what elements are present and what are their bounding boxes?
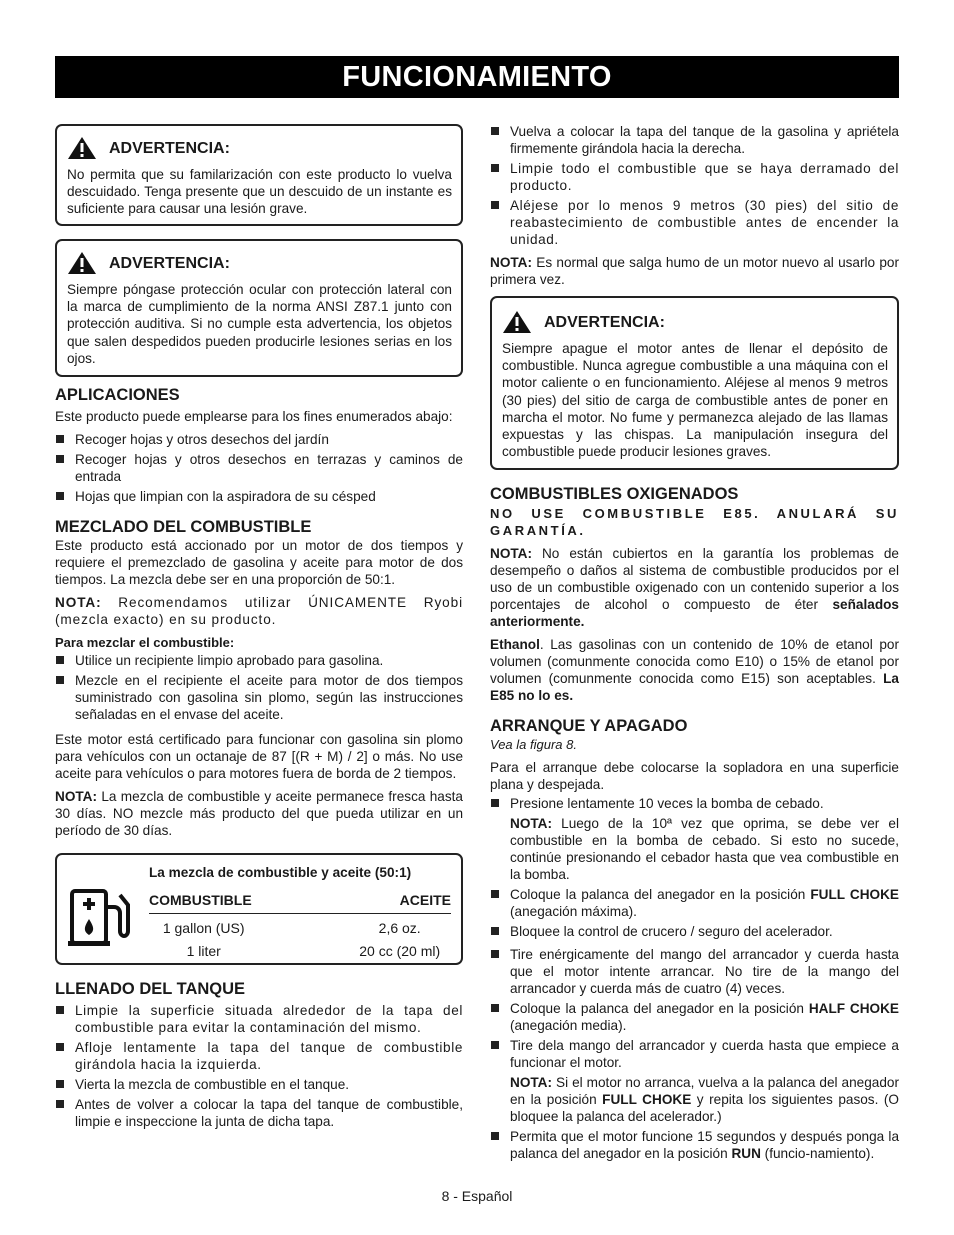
note-paragraph: NOTA: Luego de la 10ª vez que oprima, se debe ver el combustible en la bomba de cebado. Si esto no sucede, continúe presionando el cebador hasta que vea combustible en la bomba.: [510, 816, 899, 882]
column-header: COMBUSTIBLE: [149, 892, 318, 914]
table-cell: 20 cc (20 ml): [359, 943, 441, 959]
warning-title: ADVERTENCIA:: [109, 254, 230, 272]
warning-title: ADVERTENCIA:: [544, 313, 665, 331]
ethanol-text: . Las gasolinas con un contenido de 10% de etanol por volumen (comunmente conocida como E10) o 15% de etanol por volumen (comunmente conocida como E15) son aceptables.: [490, 637, 899, 686]
note-text: Recomendamos utilizar ÚNICAMENTE Ryobi (mezcla exacto) en su producto.: [55, 595, 463, 627]
note-paragraph: [490, 545, 899, 630]
column-header: ACEITE: [318, 892, 451, 914]
list-item: Aléjese por lo menos 9 metros (30 pies) del sitio de reabastecimiento de combustible antes de encender la unidad.: [490, 197, 899, 248]
fuel-table-title: La mezcla de combustible y aceite (50:1): [149, 865, 412, 880]
list-item: Permita que el motor funcione 15 segundos y después ponga la palanca del anegador en la posición RUN (funcio-namiento).: [490, 1128, 899, 1162]
warning-box-1: [55, 124, 463, 226]
list-item: Recoger hojas y otros desechos del jardín: [55, 431, 463, 448]
warning-triangle-icon: [502, 310, 532, 334]
warning-box-2: [55, 239, 463, 377]
bullet-list: [55, 431, 463, 505]
warning-triangle-icon: [67, 136, 97, 160]
figure-reference: Vea la figura 8.: [490, 737, 577, 752]
warning-text: Siempre póngase protección ocular con protección lateral con la marca de cumplimiento de la norma ANSI Z87.1 junto con protección auditiva. Si no cumple esta advertencia, los objetos que salen despedidos pueden producirle lesiones serias en los ojos.: [67, 282, 452, 366]
bullet-list: [490, 123, 899, 248]
section-heading-arranque: ARRANQUE Y APAGADO: [490, 717, 688, 735]
table-cell: 1 gallon (US): [162, 920, 245, 936]
left-column: [55, 124, 463, 1136]
list-item: Coloque la palanca del anegador en la posición FULL CHOKE (anegación máxima).: [490, 886, 899, 920]
section-heading-llenado: LLENADO DEL TANQUE: [55, 980, 246, 998]
note-paragraph: [490, 254, 899, 288]
note-bold: señalados anteriormente.: [490, 597, 899, 629]
section-heading-aplicaciones: APLICACIONES: [55, 386, 180, 404]
paragraph: Para el arranque debe colocarse la sopladora en una superficie plana y despejada.: [490, 760, 899, 792]
list-item: Antes de volver a colocar la tapa del tanque de combustible, limpie e inspeccione la junta de dicha tapa.: [55, 1096, 463, 1130]
table-cell: 1 liter: [186, 943, 221, 959]
ethanol-label: Ethanol: [490, 637, 540, 652]
bullet-list: [55, 652, 463, 723]
table-row: [149, 937, 451, 960]
note-label: NOTA:: [490, 255, 533, 270]
fuel-mix-table-box: [55, 853, 463, 965]
warning-text: Siempre apague el motor antes de llenar el depósito de combustible. Nunca agregue combustible a una máquina con el motor caliente o en funcionamiento. Aléjese al menos 9 metros (30 pies) del sitio de carga de combustible antes de poner en marcha el motor. No fume y permanezca alejado de las llamas expuestas y las chispas. La manipulación insegura del combustible puede producir lesiones graves.: [502, 341, 888, 460]
note-text: No están cubiertos en la garantía los problemas de desempeño o daños al sistema de combustible producidos por el uso de un combustible oxigenado con un contenido superior a los porcentajes de alcohol o compuesto de éter: [490, 546, 899, 612]
bullet-list: [55, 1002, 463, 1130]
note-label: NOTA:: [55, 595, 102, 610]
list-item: Hojas que limpian con la aspiradora de su césped: [55, 488, 463, 505]
list-item: Vuelva a colocar la tapa del tanque de la gasolina y apriétela firmemente girándola hacia la derecha.: [490, 123, 899, 157]
note-paragraph: [55, 788, 463, 839]
list-item: Tire enérgicamente del mango del arrancador y cuerda hasta que el motor intente arrancar. No tire de la mango del arrancador y cuerda más de cuatro (4) veces.: [490, 946, 899, 997]
list-item: Utilice un recipiente limpio aprobado para gasolina.: [55, 652, 463, 669]
paragraph: Este producto está accionado por un motor de dos tiempos y requiere el premezclado de gasolina y aceite para motor de dos tiempos. La mezcla debe ser en una proporción de 50:1.: [55, 538, 463, 587]
note-paragraph: [55, 594, 463, 628]
warning-text: No permita que su familarización con este producto lo vuelva descuidado. Tenga presente que un descuido de un instante es suficiente para causar una lesión grave.: [67, 167, 452, 217]
warning-box-3: [490, 296, 899, 470]
table-cell: 2,6 oz.: [378, 920, 421, 936]
list-item: Coloque la palanca del anegador en la posición HALF CHOKE (anegación media).: [490, 1000, 899, 1034]
page-number-footer: 8 - Español: [441, 1188, 513, 1204]
warning-title: ADVERTENCIA:: [109, 139, 230, 157]
paragraph: Este motor está certificado para funcionar con gasolina sin plomo para vehículos con un octanaje de 87 [(R + M) / 2] o más. No use aceite para vehículos o para motores fuera de borda de 2 tiempos.: [55, 732, 463, 781]
fuel-mix-table: [149, 892, 451, 960]
warning-statement: NO USE COMBUSTIBLE E85. ANULARÁ SU GARANTÍA.: [490, 506, 899, 538]
table-row: [149, 914, 451, 938]
fuel-pump-icon: [67, 885, 131, 949]
list-item: Presione lentamente 10 veces la bomba de cebado. NOTA: Luego de la 10ª vez que oprima, se debe ver el combustible en la bomba de cebado. Si esto no sucede, continúe presionando el cebador hasta que vea combustible en la bomba.: [490, 795, 899, 883]
list-item: Mezcle en el recipiente el aceite para motor de dos tiempos suministrado con gasolina sin plomo, según las instrucciones señaladas en el envase del aceite.: [55, 672, 463, 723]
ethanol-paragraph: [490, 636, 899, 704]
list-item: Vierta la mezcla de combustible en el tanque.: [55, 1076, 463, 1093]
list-item: Afloje lentamente la tapa del tanque de combustible girándola hacia la izquierda.: [55, 1039, 463, 1073]
right-column: [490, 123, 899, 1168]
ethanol-bold: La E85 no lo es.: [490, 671, 899, 703]
sub-heading: Para mezclar el combustible:: [55, 635, 235, 650]
warning-triangle-icon: [67, 251, 97, 275]
list-item: Limpie la superficie situada alrededor de la tapa del combustible para evitar la contaminación del mismo.: [55, 1002, 463, 1036]
section-heading-oxigenados: COMBUSTIBLES OXIGENADOS: [490, 485, 739, 503]
note-paragraph: NOTA: Si el motor no arranca, vuelva a la palanca del anegador en la posición FULL CHOKE y repita los siguientes pasos. (O bloquee la palanca del acelerador.): [510, 1075, 900, 1124]
list-item: Tire dela mango del arrancador y cuerda hasta que empiece a funcionar el motor. NOTA: Si el motor no arranca, vuelva a la palanca del anegador en la posición FULL CHOKE y repita los siguientes pasos. (O bloquee la palanca del acelerador.): [490, 1037, 899, 1125]
note-text: Es normal que salga humo de un motor nuevo al usarlo por primera vez.: [490, 255, 899, 287]
note-label: NOTA:: [55, 789, 98, 804]
list-item: Recoger hojas y otros desechos en terrazas y caminos de entrada: [55, 451, 463, 485]
page-title-banner: FUNCIONAMIENTO: [55, 56, 899, 98]
list-item: Limpie todo el combustible que se haya derramado del producto.: [490, 160, 899, 194]
section-heading-mezclado: MEZCLADO DEL COMBUSTIBLE: [55, 518, 312, 536]
paragraph: Este producto puede emplearse para los fines enumerados abajo:: [55, 409, 453, 424]
note-label: NOTA:: [490, 546, 533, 561]
list-item: Bloquee la control de crucero / seguro del acelerador.: [490, 923, 899, 940]
bullet-list: [490, 795, 899, 1162]
note-text: La mezcla de combustible y aceite permanece fresca hasta 30 días. NO mezcle más producto del que pueda utilizar en un período de 30 días.: [55, 789, 463, 838]
